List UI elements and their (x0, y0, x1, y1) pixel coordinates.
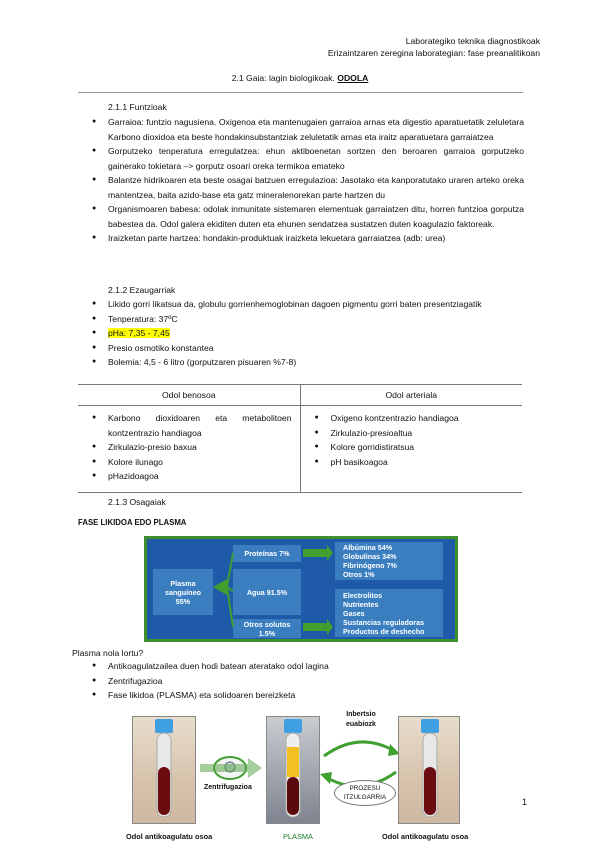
table-header-arterial: Odol arteriala (300, 385, 522, 406)
divider (78, 92, 523, 93)
list-item: ● Balantze hidrikoaren eta beste osagai batzuen erregulazioa: Jasotako eta kanporatutako uraren arteko oreka mantentzea, baita azido-base eta gatz mineralenorekan parte hartzen du (90, 173, 524, 202)
header-line-2: Erizaintzaren zeregina laborategian: fase preanalitikoan (327, 48, 540, 58)
list-item: ● Zirkulazio-presioaltua (313, 426, 515, 441)
table-header-venous: Odol benosoa (78, 385, 300, 406)
list-item: ● Zentrifugazioa (90, 674, 520, 689)
howto-heading: Plasma nola lortu? (72, 648, 144, 658)
caption-left: Odol antikoagulatu osoa (126, 832, 213, 841)
list-item: ● Bolemia: 4,5 - 6 litro (gorputzaren pisuaren %7-8) (90, 355, 524, 370)
list-item: ● Oxigeno kontzentrazio handiagoa (313, 411, 515, 426)
features-list (90, 297, 524, 370)
list-item: ● Antikoagulatzailea duen hodi batean ateratako odol lagina (90, 659, 520, 674)
test-tube-icon (399, 717, 461, 825)
centrifugation-label: Zentrifugazioa (204, 784, 252, 791)
page-number: 1 (522, 797, 528, 807)
protein-list-box: Albúmina 54% Globulinas 34% Fibrinógeno 7% Otros 1% (335, 542, 443, 580)
list-item: ● Kolore ilunago (90, 455, 292, 470)
list-item: ● Presio osmotiko konstantea (90, 341, 524, 356)
list-item: ● Tenperatura: 37ºC (90, 312, 524, 327)
table-cell-venous (78, 406, 300, 493)
section-heading-functions: 2.1.1 Funtzioak (108, 102, 167, 112)
plasma-tube-photo (266, 716, 320, 824)
list-item: ● Garraioa: funtzio nagusiena. Oxigenoa eta mantenugaien garraioa arnas eta digestio aparatuetatik zeluletara Karbono dioxidoa eta beste hondakinsubstantziak zeluletatik arnas eta iraitz aparatuetara garraiatzea (90, 115, 524, 144)
caption-right: Odol antikoagulatu osoa (382, 832, 469, 841)
other-solutes-box: Otros solutos 1.5% (233, 619, 301, 638)
list-item: ● Kolore gorridistiratsua (313, 440, 515, 455)
subheading-plasma: FASE LIKIDOA EDO PLASMA (78, 518, 187, 527)
list-item: ● Karbono dioxidoaren eta metabolitoen kontzentrazio handiagoa (90, 411, 292, 440)
list-item: ● Organismoaren babesa: odolak inmunitate sistemaren elementuak garraiatzen ditu, horren funtzioa gorputza babestea da. Odol galera ekiditen duten eta ehunen sendatzea sustatzen duten koagulazio faktoreak. (90, 202, 524, 231)
water-box: Agua 91.5% (233, 569, 301, 615)
inversion-label: Inbertsio euabiozk (346, 711, 376, 728)
section-heading-components: 2.1.3 Osagaiak (108, 497, 166, 507)
table-cell-arterial (300, 406, 522, 493)
list-item: ● Likido gorri likatsua da, globulu gorrienhemoglobinan dagoen pigmentu gorri baten presentziagatik (90, 297, 524, 312)
header-line-1: Laborategiko teknika diagnostikoak (405, 36, 540, 46)
document-header (328, 35, 540, 59)
list-item: ● Gorputzeko tenperatura erregulatzea: ehun aktiboenetan sortzen den beroaren garraioa gorputzeko gainerako tokietara –> gorputz osoari oreka termikoa emateko (90, 144, 524, 173)
blood-tube-photo-left (132, 716, 196, 824)
arrow-right-icon (200, 756, 264, 780)
reversible-process-bubble: PROZESU ITZULGARRIA (334, 780, 396, 806)
plasma-box: Plasma sanguíneo 55% (153, 569, 213, 615)
section-heading-features: 2.1.2 Ezaugarriak (108, 285, 176, 295)
solutes-list-box: Electrolitos Nutrientes Gases Sustancias reguladoras Productos de deshecho (335, 589, 443, 637)
list-item: ● pH basikoagoa (313, 455, 515, 470)
list-item: ● pHazidoagoa (90, 469, 292, 484)
list-item: ● Zirkulazio-presio baxua (90, 440, 292, 455)
list-item: ● Fase likidoa (PLASMA) eta solidoaren bereizketa (90, 688, 520, 703)
howto-list (90, 659, 520, 703)
functions-list (90, 115, 524, 246)
proteins-box: Proteínas 7% (233, 545, 301, 562)
blood-comparison-table (78, 384, 522, 493)
list-item: ● Iraizketan parte hartzea: hondakin-produktuak iraizketa lekuetara garraiatzea (adb: urea) (90, 231, 524, 246)
test-tube-icon (267, 717, 321, 825)
caption-middle: PLASMA (283, 832, 313, 841)
list-item-highlighted: ● pHa: 7,35 - 7,45 (90, 326, 524, 341)
plasma-composition-diagram (144, 536, 458, 642)
test-tube-icon (133, 717, 197, 825)
page-title: 2.1 Gaia: lagin biologikoak. ODOLA (231, 73, 369, 83)
title-bold: ODOLA (337, 73, 369, 83)
blood-tube-photo-right (398, 716, 460, 824)
